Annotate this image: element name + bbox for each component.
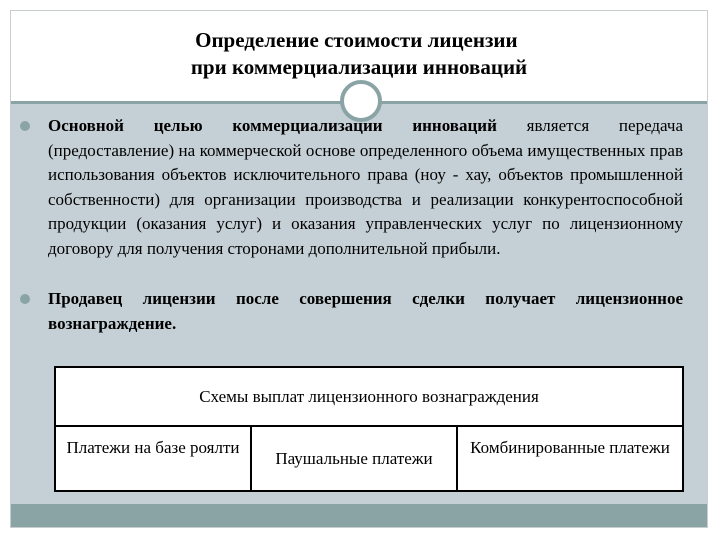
- bullet-paragraph-seller: [48, 287, 683, 336]
- bullet-icon: [20, 294, 30, 304]
- paragraph-lead: Основной целью коммерциализации инноваций: [48, 116, 497, 135]
- payment-schemes-row: [56, 427, 682, 490]
- slide-title: [11, 27, 707, 81]
- scheme-royalty: Платежи на базе роялти: [66, 438, 240, 457]
- footer-bar: [11, 504, 707, 527]
- paragraph-text: является передача (предоставление) на коммерческой основе определенного объема имущественных прав использования объектов исключительного права (ноу - хау, объектов промышленной собственности) для организации производства и реализации конкурентоспособной продукции (оказания услуг) и оказания управленческих услуг по лицензионному договору для получения сторонами дополнительной прибыли.: [48, 116, 684, 258]
- slide-title-line-2: при коммерциализации инноваций: [190, 55, 528, 79]
- bullet-paragraph-goal: [48, 114, 683, 261]
- paragraph-lead: Продавец лицензии после совершения сделки получает лицензионное вознаграждение.: [48, 289, 683, 333]
- slide-title-line-1: Определение стоимости лицензии: [195, 28, 523, 52]
- scheme-combined: Комбинированные платежи: [456, 427, 682, 490]
- bullet-icon: [20, 121, 30, 131]
- payment-schemes-header: Схемы выплат лицензионного вознаграждения: [56, 368, 682, 427]
- scheme-lump-sum: Паушальные платежи: [250, 427, 456, 490]
- payment-schemes-table: [54, 366, 684, 492]
